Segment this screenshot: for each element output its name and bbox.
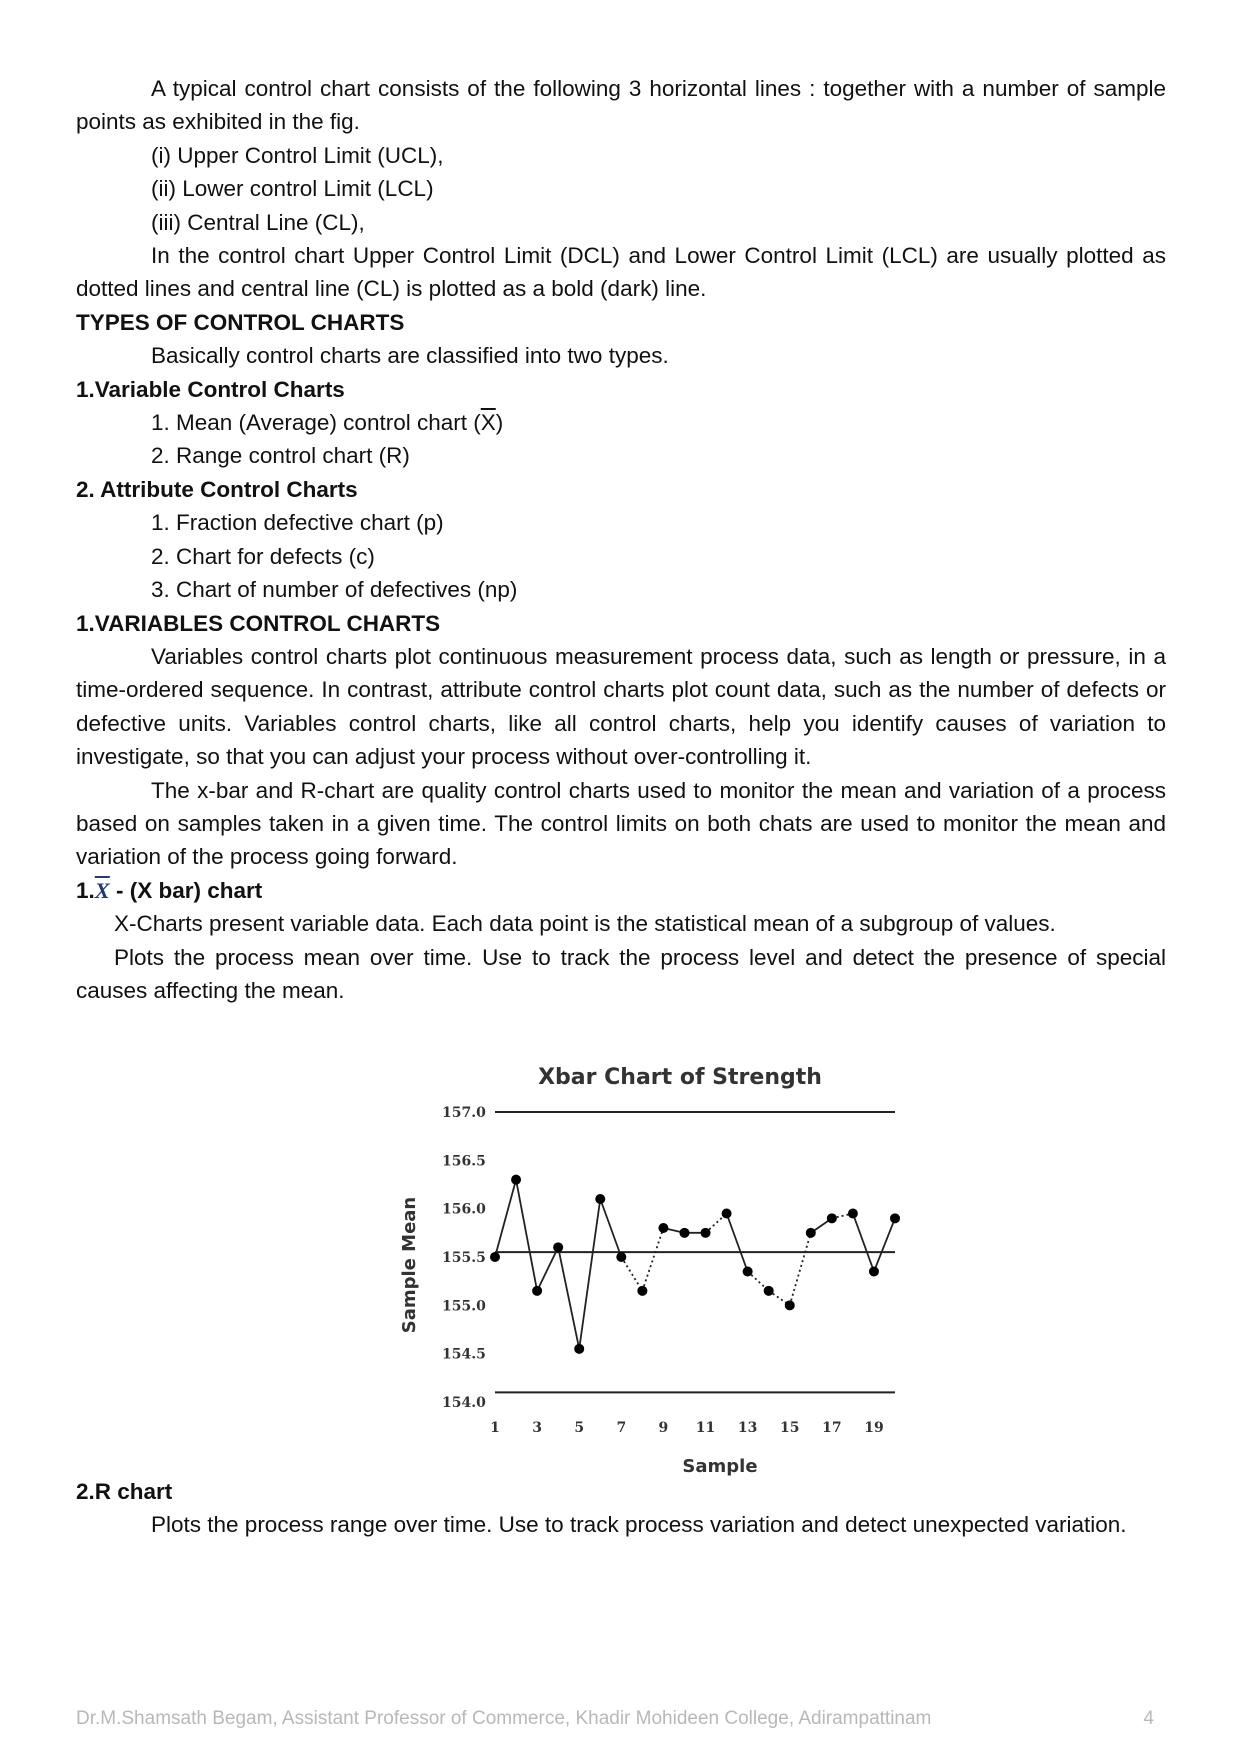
list-item-mean-chart [76,406,1166,439]
series-segment [727,1214,748,1272]
xbar-heading-symbol: $\overline{X}$ [94,877,110,903]
mean-chart-close: ) [495,410,504,436]
y-tick-label: 157.0 [442,1105,486,1121]
footer-author: Dr.M.Shamsath Begam, Assistant Professor of Commerce, Khadir Mohideen College, Adirampattinam [76,1708,932,1729]
types-heading: TYPES OF CONTROL CHARTS [76,309,405,335]
list-item-cl: (iii) Central Line (CL), [151,209,365,235]
x-tick-label: 13 [737,1420,758,1436]
x-tick-label: 7 [616,1420,627,1436]
data-point [701,1228,711,1238]
data-point [532,1286,542,1296]
variables-control-heading: 1.VARIABLES CONTROL CHARTS [76,610,441,636]
variables-paragraph-1: Variables control charts plot continuous measurement process data, such as length or pressure, in a time-ordered sequence. In contrast, attribute control charts plot count data, such as the number of defects or defective units. Variables control charts, like all control charts, help you identify causes of variation to investigate, so that you can adjust your process without over-controlling it. [76,643,1166,770]
series-segment [516,1180,537,1291]
xbar-line-2: Plots the process mean over time. Use to track the process level and detect the presence of special causes affecting the mean. [76,944,1166,1003]
data-point [848,1209,858,1219]
x-tick-label: 15 [779,1420,800,1436]
y-tick-label: 156.5 [442,1153,486,1170]
data-point [595,1194,605,1204]
x-axis-label: Sample [682,1456,758,1477]
xbar-chart [390,1060,990,1480]
xbar-heading-suffix: - (X bar) chart [109,877,263,903]
x-tick-label: 17 [822,1420,842,1436]
list-item-lcl: (ii) Lower control Limit (LCL) [151,176,434,202]
y-tick-label: 155.0 [442,1298,486,1315]
data-point [637,1286,647,1296]
list-item-p-chart: 1. Fraction defective chart (p) [151,510,444,536]
series-segment [621,1257,642,1291]
data-point [616,1252,626,1262]
x-tick-label: 3 [532,1420,542,1436]
chart-title: Xbar Chart of Strength [538,1065,822,1090]
x-tick-label: 11 [695,1420,716,1436]
data-point [827,1213,837,1223]
data-point [890,1213,900,1223]
data-point [785,1300,795,1310]
series-segment [558,1247,579,1349]
x-tick-label: 1 [490,1420,500,1436]
document-body [76,72,1166,1007]
data-point [764,1286,774,1296]
r-chart-text: Plots the process range over time. Use to track process variation and detect unexpected variation. [151,1512,1127,1538]
x-tick-label: 5 [574,1420,585,1436]
series-segment [853,1214,874,1272]
series-segment [579,1199,600,1349]
series-segment [790,1233,811,1306]
y-tick-label: 156.0 [442,1201,486,1218]
limits-paragraph: In the control chart Upper Control Limit (DCL) and Lower Control Limit (LCL) are usually plotted as dotted lines and central line (CL) is plotted as a bold (dark) line. [76,243,1166,302]
x-tick-label: 19 [864,1420,884,1436]
y-tick-label: 155.5 [442,1250,486,1266]
mean-chart-label: 1. Mean (Average) control chart ( [151,410,481,436]
x-tick-label: 9 [658,1420,669,1436]
list-item-range-chart: 2. Range control chart (R) [151,443,410,469]
types-text: Basically control charts are classified into two types. [151,343,669,369]
data-point [722,1209,732,1219]
x-bar-symbol: $\overline{X}$ [480,410,496,436]
r-chart-heading: 2.R chart [76,1479,173,1504]
page-number: 4 [1143,1708,1154,1729]
data-point [743,1267,753,1277]
list-item-c-chart: 2. Chart for defects (c) [151,543,375,569]
page-footer [76,1708,1166,1730]
variables-paragraph-2: The x-bar and R-chart are quality control charts used to monitor the mean and variation of a process based on samples taken in a given time. The control limits on both chats are used to monitor the mean and variation of the process going forward. [76,777,1166,870]
data-point [490,1252,500,1262]
data-point [869,1267,879,1277]
xbar-line-1: X-Charts present variable data. Each data point is the statistical mean of a subgroup of values. [114,911,1056,937]
data-point [658,1223,668,1233]
data-point [679,1228,689,1238]
xbar-heading [76,874,1166,907]
list-item-np-chart: 3. Chart of number of defectives (np) [151,577,518,603]
data-point [511,1175,521,1185]
y-tick-label: 154.0 [442,1395,486,1411]
y-axis-label: Sample Mean [399,1196,420,1334]
series-segment [495,1180,516,1257]
data-point [574,1344,584,1354]
series-segment [874,1218,895,1271]
series-segment [600,1199,621,1257]
attribute-charts-heading: 2. Attribute Control Charts [76,476,358,502]
list-item-ucl: (i) Upper Control Limit (UCL), [151,142,444,168]
series-segment [642,1228,663,1291]
r-chart-section [76,1475,1166,1542]
data-point [806,1228,816,1238]
intro-paragraph: A typical control chart consists of the following 3 horizontal lines : together with a number of sample points as exhibited in the fig. [76,76,1166,135]
data-point [553,1242,563,1252]
variable-charts-heading: 1.Variable Control Charts [76,376,345,402]
y-tick-label: 154.5 [442,1346,486,1363]
xbar-heading-prefix: 1. [76,877,95,903]
series-segment [537,1247,558,1291]
